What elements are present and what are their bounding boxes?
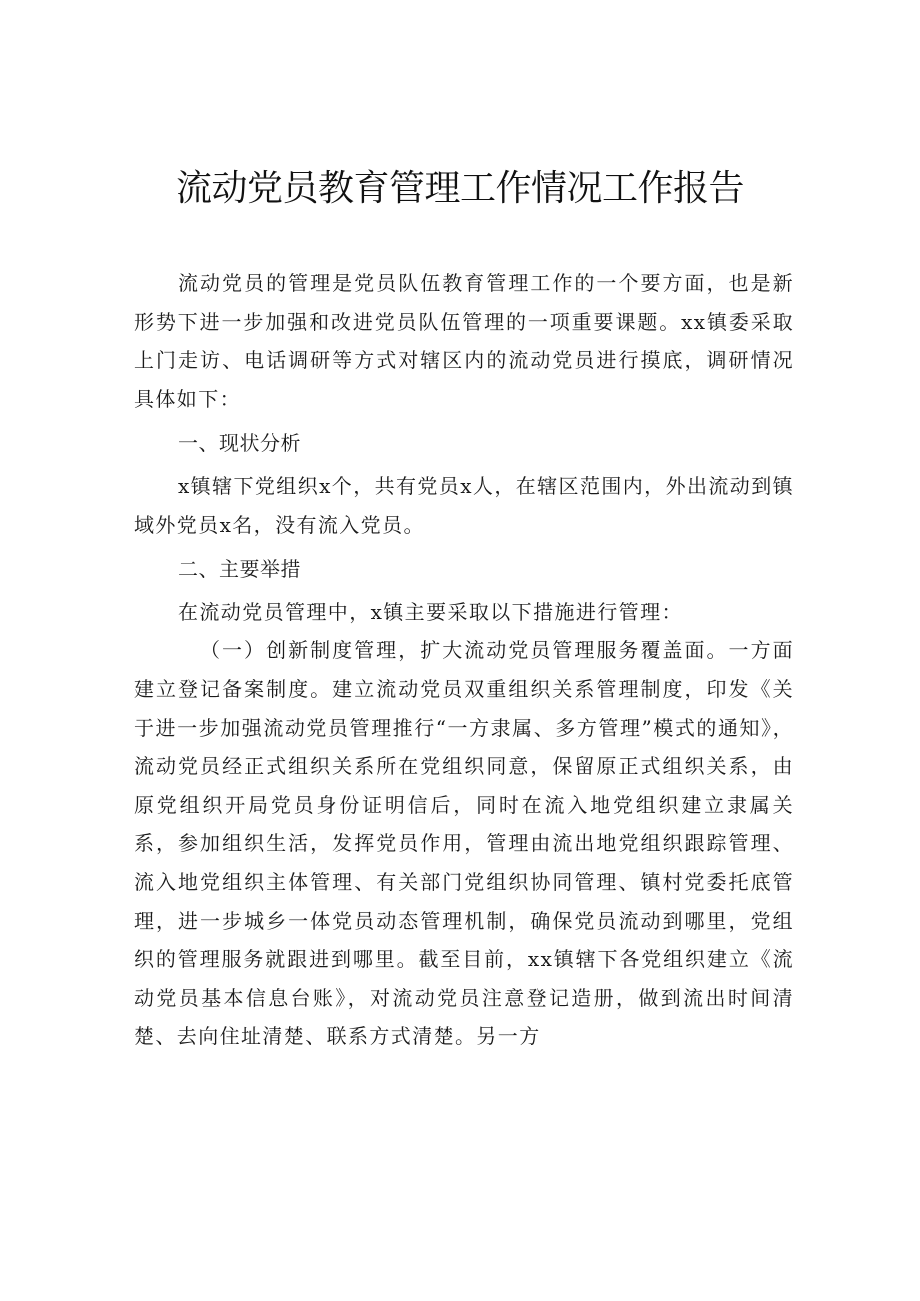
section-heading-status: 一、现状分析 bbox=[178, 431, 301, 456]
section-heading-measures: 二、主要举措 bbox=[178, 557, 301, 582]
measures-intro-paragraph: 在流动党员管理中，x镇主要采取以下措施进行管理： bbox=[178, 599, 683, 624]
document-body bbox=[134, 264, 794, 1056]
measure-item-1-paragraph: （一）创新制度管理，扩大流动党员管理服务覆盖面。一方面建立登记备案制度。建立流动党员双重组织关系管理制度，印发《关于进一步加强流动党员管理推行“一方隶属、多方管理”模式的通知》，流动党员经正式组织关系所在党组织同意，保留原正式组织关系，由原党组织开局党员身份证明信后，同时在流入地党组织建立隶属关系，参加组织生活，发挥党员作用，管理由流出地党组织跟踪管理、流入地党组织主体管理、有关部门党组织协同管理、镇村党委托底管理，进一步城乡一体党员动态管理机制，确保党员流动到哪里，党组织的管理服务就跟进到哪里。截至目前，xx镇辖下各党组织建立《流动党员基本信息台账》，对流动党员注意登记造册，做到流出时间清楚、去向住址清楚、联系方式清楚。另一方 bbox=[134, 638, 794, 1049]
status-paragraph: x镇辖下党组织x个，共有党员x人，在辖区范围内，外出流动到镇域外党员x名，没有流入党员。 bbox=[134, 473, 794, 537]
intro-paragraph: 流动党员的管理是党员队伍教育管理工作的一个要方面，也是新形势下进一步加强和改进党员队伍管理的一项重要课题。xx镇委采取上门走访、电话调研等方式对辖区内的流动党员进行摸底，调研情况具体如下： bbox=[134, 271, 794, 411]
document-title: 流动党员教育管理工作情况工作报告 bbox=[175, 168, 744, 209]
